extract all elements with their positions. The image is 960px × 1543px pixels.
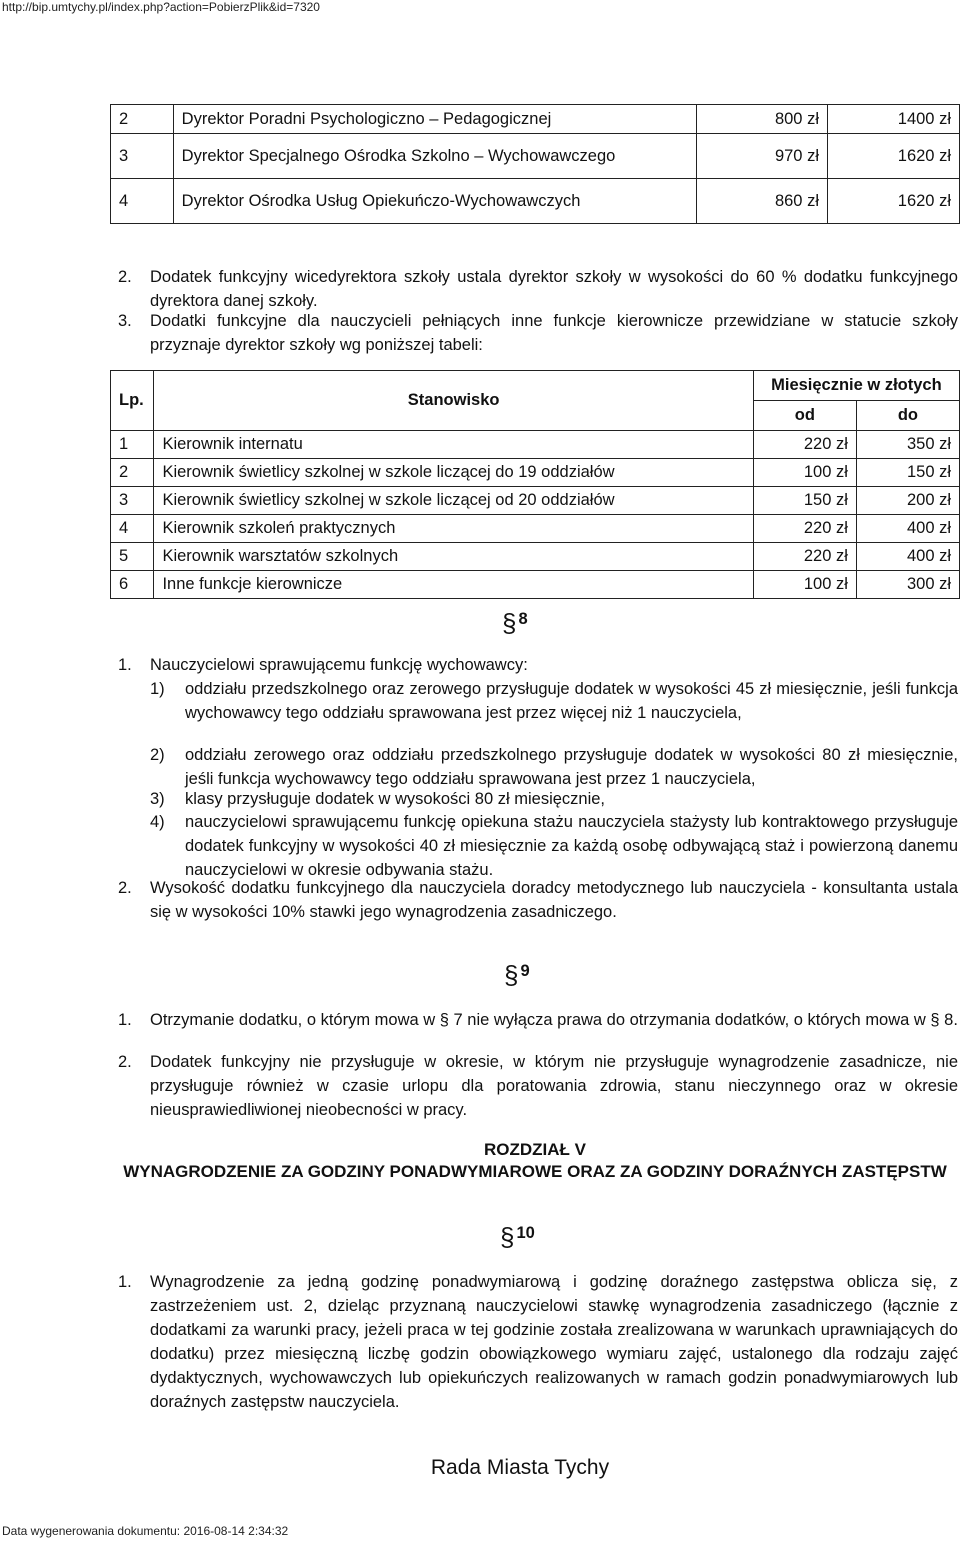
row-position: Dyrektor Specjalnego Ośrodka Szkolno – Wychowawczego: [173, 134, 696, 179]
row-to: 1620 zł: [827, 179, 959, 224]
table-row: [111, 179, 960, 224]
row-from: 860 zł: [696, 179, 827, 224]
managerial-allowance-table: [110, 370, 960, 599]
table-row: [111, 543, 960, 571]
list-item-number: 3): [150, 790, 165, 808]
section-symbol: §: [504, 960, 519, 990]
table-row: [111, 459, 960, 487]
row-number: 5: [111, 543, 154, 571]
paragraph-text: Dodatek funkcyjny wicedyrektora szkoły ustala dyrektor szkoły w wysokości do 60 % dodatku funkcyjnego dyrektora danej szkoły.: [150, 268, 958, 310]
row-from: 220 zł: [753, 515, 856, 543]
list-item-number: 1): [150, 680, 165, 698]
row-from: 100 zł: [753, 571, 856, 599]
row-position: Dyrektor Ośrodka Usług Opiekuńczo-Wychowawczych: [173, 179, 696, 224]
director-allowance-table: [110, 104, 960, 224]
list-item: [150, 743, 958, 791]
paragraph-number: 3.: [118, 312, 132, 330]
row-to: 300 zł: [856, 571, 959, 599]
header-lp: Lp.: [111, 371, 154, 431]
header-from: od: [753, 401, 856, 431]
row-from: 150 zł: [753, 487, 856, 515]
row-number: 3: [111, 134, 174, 179]
paragraph-text: Wysokość dodatku funkcyjnego dla nauczyciela doradcy metodycznego lub nauczyciela - konsultanta ustala się w wysokości 10% stawki jego wynagrodzenia zasadniczego.: [150, 879, 958, 921]
paragraph-number: 2.: [118, 879, 132, 897]
section-number: 10: [516, 1224, 535, 1242]
paragraph-text: Dodatki funkcyjne dla nauczycieli pełniących inne funkcje kierownicze przewidziane w statucie szkoły przyznaje dyrektor szkoły wg poniższej tabeli:: [150, 312, 958, 354]
chapter-title: ROZDZIAŁ V: [484, 1140, 586, 1159]
row-number: 1: [111, 431, 154, 459]
table-header-row: [111, 371, 960, 401]
generated-date: Data wygenerowania dokumentu: 2016-08-14 2:34:32: [2, 1524, 289, 1538]
paragraph-number: 2.: [118, 268, 132, 286]
section-10-heading: [500, 1222, 535, 1253]
header-to: do: [856, 401, 959, 431]
table-row: [111, 571, 960, 599]
list-item-number: 4): [150, 813, 165, 831]
table-row: [111, 134, 960, 179]
row-to: 1400 zł: [827, 105, 959, 134]
council-name: Rada Miasta Tychy: [430, 1456, 610, 1479]
row-from: 220 zł: [753, 431, 856, 459]
row-from: 970 zł: [696, 134, 827, 179]
list-item-text: klasy przysługuje dodatek w wysokości 80 zł miesięcznie,: [185, 790, 606, 808]
list-item-number: 2): [150, 746, 165, 764]
row-from: 100 zł: [753, 459, 856, 487]
row-to: 400 zł: [856, 515, 959, 543]
table-row: [111, 431, 960, 459]
row-position: Kierownik szkoleń praktycznych: [154, 515, 753, 543]
section-9-heading: [504, 960, 530, 991]
row-position: Kierownik internatu: [154, 431, 753, 459]
list-item-text: oddziału zerowego oraz oddziału przedszkolnego przysługuje dodatek w wysokości 80 zł miesięcznie, jeśli funkcja wychowawcy tego oddziału sprawowana jest przez 1 nauczyciela,: [185, 746, 958, 788]
section-8-heading: [502, 608, 528, 639]
row-position: Kierownik warsztatów szkolnych: [154, 543, 753, 571]
paragraph-text: Dodatek funkcyjny nie przysługuje w okresie, w którym nie przysługuje wynagrodzenie zasadnicze, nie przysługuje również w czasie urlopu dla poratowania zdrowia, stanu nieczynnego oraz w okresie nieusprawiedliwionej nieobecności w pracy.: [150, 1053, 958, 1119]
row-to: 200 zł: [856, 487, 959, 515]
paragraph-number: 1.: [118, 1273, 132, 1291]
paragraph-number: 1.: [118, 1011, 132, 1029]
paragraph-text: Otrzymanie dodatku, o którym mowa w § 7 nie wyłącza prawa do otrzymania dodatków, o których mowa w § 8.: [150, 1011, 958, 1029]
row-position: Kierownik świetlicy szkolnej w szkole liczącej od 20 oddziałów: [154, 487, 753, 515]
paragraph-number: 1.: [118, 656, 132, 674]
row-number: 2: [111, 459, 154, 487]
list-item: [150, 787, 958, 811]
section-symbol: §: [502, 608, 517, 638]
row-number: 3: [111, 487, 154, 515]
page-url: http://bip.umtychy.pl/index.php?action=PobierzPlik&id=7320: [2, 0, 320, 14]
row-from: 800 zł: [696, 105, 827, 134]
paragraph-text: Wynagrodzenie za jedną godzinę ponadwymiarową i godzinę doraźnego zastępstwa oblicza się, z zastrzeżeniem ust. 2, dzieląc przyznaną nauczycielowi stawkę wynagrodzenia zasadniczego (łącznie z dodatkami za warunki pracy, jeżeli praca w tej godzinie została zrealizowana w warunkach uprawniających do dodatku) przez miesięczną liczbę godzin obowiązkowego wymiaru zajęć, ustalonego dla rodzaju zajęć dydaktycznych, wychowawczych lub opiekuńczych realizowanych w ramach godzin ponadwymiarowych lub doraźnych zastępstw nauczyciela.: [150, 1273, 958, 1411]
list-item: [150, 677, 958, 749]
paragraph-text: Nauczycielowi sprawującemu funkcję wychowawcy:: [150, 656, 528, 674]
section-symbol: §: [500, 1222, 515, 1252]
list-item-text: nauczycielowi sprawującemu funkcję opiekuna stażu nauczyciela stażysty lub kontraktowego przysługuje dodatek funkcyjny w wysokości 40 zł miesięcznie za każdą osobę odbywającą staż i powierzoną danemu nauczycielowi w okresie odbywania stażu.: [185, 813, 958, 879]
row-to: 150 zł: [856, 459, 959, 487]
row-from: 220 zł: [753, 543, 856, 571]
header-monthly: Miesięcznie w złotych: [753, 371, 959, 401]
row-to: 1620 zł: [827, 134, 959, 179]
section-number: 9: [520, 962, 530, 980]
header-position: Stanowisko: [154, 371, 753, 431]
row-to: 350 zł: [856, 431, 959, 459]
row-position: Kierownik świetlicy szkolnej w szkole liczącej do 19 oddziałów: [154, 459, 753, 487]
row-number: 6: [111, 571, 154, 599]
row-number: 4: [111, 179, 174, 224]
section-number: 8: [518, 610, 528, 628]
table-row: [111, 105, 960, 134]
row-position: Dyrektor Poradni Psychologiczno – Pedagogicznej: [173, 105, 696, 134]
paragraph-number: 2.: [118, 1053, 132, 1071]
list-item: [150, 810, 958, 882]
row-to: 400 zł: [856, 543, 959, 571]
chapter-subtitle: WYNAGRODZENIE ZA GODZINY PONADWYMIAROWE ORAZ ZA GODZINY DORAŹNYCH ZASTĘPSTW: [123, 1162, 947, 1181]
row-number: 2: [111, 105, 174, 134]
row-position: Inne funkcje kierownicze: [154, 571, 753, 599]
table-row: [111, 487, 960, 515]
table-row: [111, 515, 960, 543]
row-number: 4: [111, 515, 154, 543]
list-item-text: oddziału przedszkolnego oraz zerowego przysługuje dodatek w wysokości 45 zł miesięcznie, jeśli funkcja wychowawcy tego oddziału sprawowana jest przez więcej niż 1 nauczyciela,: [185, 680, 958, 722]
